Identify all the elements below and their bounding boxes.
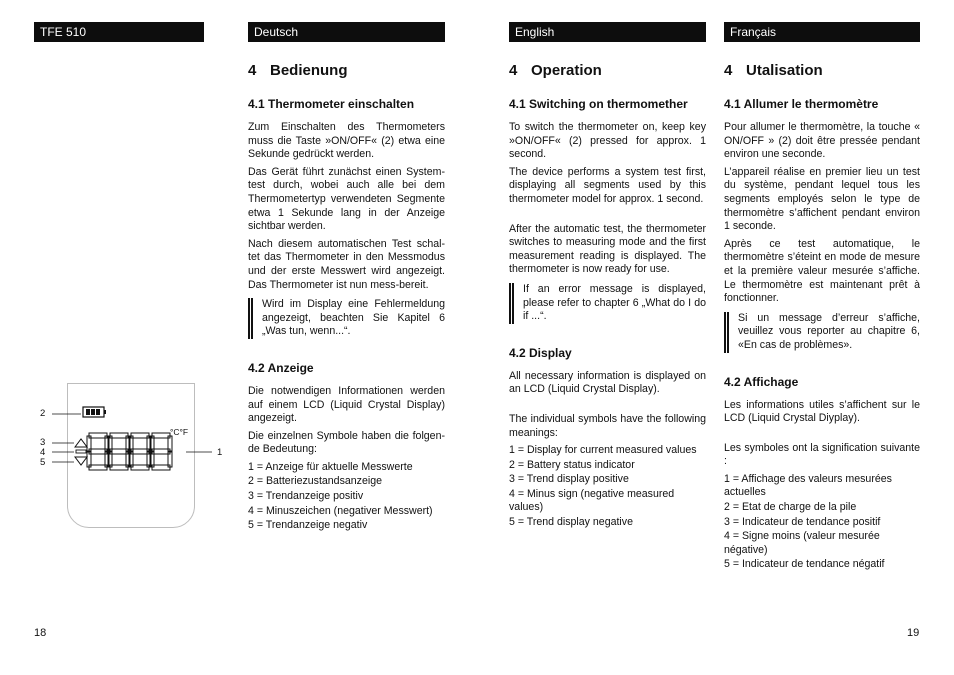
list-item: 4 = Minus sign (negative measured values) (509, 487, 675, 514)
page-number-right: 19 (907, 627, 920, 639)
model-tab: TFE 510 (34, 22, 204, 42)
subsection-title: 4.2 Display (509, 345, 572, 360)
paragraph: To switch the thermometer on, keep key »ON/OFF« (2) pressed for approx. 1 second. (509, 121, 706, 161)
list-item: 2 = Battery status indicator (509, 458, 635, 471)
paragraph: Nach diesem automatischen Test schal-tet das Thermometer in den Messmodus und der erste Messwert wird angezeigt. Das Thermometer ist nun mess-bereit. (248, 237, 445, 291)
note-box: If an error message is displayed, please refer to chapter 6 „What do I do if ...“. (509, 283, 706, 324)
paragraph: The device performs a system test first, displaying all segments used by this thermometer model for approx. 1 second. (509, 165, 706, 205)
page-number-left: 18 (34, 627, 47, 639)
list-item: 3 = Trendanzeige positiv (248, 490, 364, 503)
lang-tab-deutsch: Deutsch (248, 22, 445, 42)
paragraph: Après ce test automatique, le thermomètre s’éteint en mode de mesure et la première valeur mesurée s’affiche. Le thermomètre est maintenant prêt à fonctionner. (724, 237, 920, 305)
paragraph: Zum Einschalten des Thermometers muss die Taste »ON/OFF« (2) etwa eine Sekunde gedrückt werden. (248, 121, 445, 161)
column-deutsch (248, 62, 445, 534)
list-item: 1 = Anzeige für aktuelle Messwerte (248, 460, 413, 473)
note-box: Wird im Display eine Fehlermeldung angezeigt, beachten Sie Kapitel 6 „Was tun, wenn...“. (248, 298, 445, 339)
list-item: 1 = Display for current measured values (509, 444, 697, 457)
paragraph: After the automatic test, the thermometer switches to measuring mode and the first measurement reading is displayed. The thermometer is now ready for use. (509, 222, 706, 276)
list-item: 5 = Indicateur de tendance négatif (724, 558, 885, 571)
list-item: 2 = Batteriezustandsanzeige (248, 475, 382, 488)
paragraph: Das Gerät führt zunächst einen System-test durch, wobei auch alle bei dem Thermometertyp verwendeten Segmente etwa 1 Sekunde lang in der Anzeige sichtbar werden. (248, 165, 445, 233)
section-title: 4 Utalisation (724, 62, 823, 79)
section-title: 4 Operation (509, 62, 602, 79)
paragraph: The individual symbols have the following meanings: (509, 412, 706, 439)
unit-label: °C°F (170, 427, 189, 437)
list-item: 4 = Signe moins (valeur mesurée négative) (724, 530, 880, 556)
subsection-title: 4.1 Allumer le thermomètre (724, 97, 879, 111)
lcd-outline (67, 383, 195, 528)
callout-1: 1 (217, 447, 223, 458)
list-item: 4 = Minuszeichen (negativer Messwert) (248, 504, 433, 517)
subsection-title: 4.2 Anzeige (248, 360, 314, 375)
symbol-list (248, 461, 445, 533)
paragraph: Les informations utiles s’affichent sur le LCD (Liquid Crystal Diyplay). (724, 398, 920, 425)
callout-5: 5 (40, 457, 46, 468)
subsection-title: 4.1 Thermometer einschalten (248, 97, 415, 111)
callout-4: 4 (40, 447, 46, 458)
list-item: 1 = Affichage des valeurs mesurées actuelles (724, 472, 892, 499)
paragraph: Die notwendigen Informationen werden auf einem LCD (Liquid Crystal Display) angezeigt. (248, 384, 445, 425)
callout-3: 3 (40, 437, 46, 448)
paragraph: Die einzelnen Symbole haben die folgen-de Bedeutung: (248, 429, 445, 456)
list-item: 3 = Trend display positive (509, 473, 629, 486)
paragraph: L’appareil réalise en premier lieu un test du système, pendant lequel tous les segments employés selon le type de thermomètre s’affichent pendant environ 1 seconde. (724, 165, 920, 233)
symbol-list (509, 444, 706, 530)
note-box: Si un message d’erreur s’affiche, veuillez vous reporter au chapitre 6, «En cas de problèmes». (724, 312, 920, 353)
section-title: 4 Bedienung (248, 62, 348, 79)
subsection-title: 4.1 Switching on thermomether (509, 97, 688, 111)
paragraph: Pour allumer le thermomètre, la touche « ON/OFF » (2) doit être pressée pendant environ une seconde. (724, 121, 920, 161)
list-item: 5 = Trendanzeige negativ (248, 519, 368, 532)
subsection-title: 4.2 Affichage (724, 374, 799, 389)
paragraph: Les symboles ont la signification suivante : (724, 441, 920, 468)
list-item: 3 = Indicateur de tendance positif (724, 515, 881, 528)
list-item: 2 = Etat de charge de la pile (724, 501, 857, 514)
lang-tab-english: English (509, 22, 706, 42)
symbol-list (724, 473, 920, 572)
column-english (509, 62, 706, 531)
lang-tab-francais: Français (724, 22, 920, 42)
column-francais (724, 62, 920, 573)
list-item: 5 = Trend display negative (509, 516, 633, 529)
paragraph: All necessary information is displayed on an LCD (Liquid Crystal Display). (509, 369, 706, 396)
callout-2: 2 (40, 408, 46, 419)
